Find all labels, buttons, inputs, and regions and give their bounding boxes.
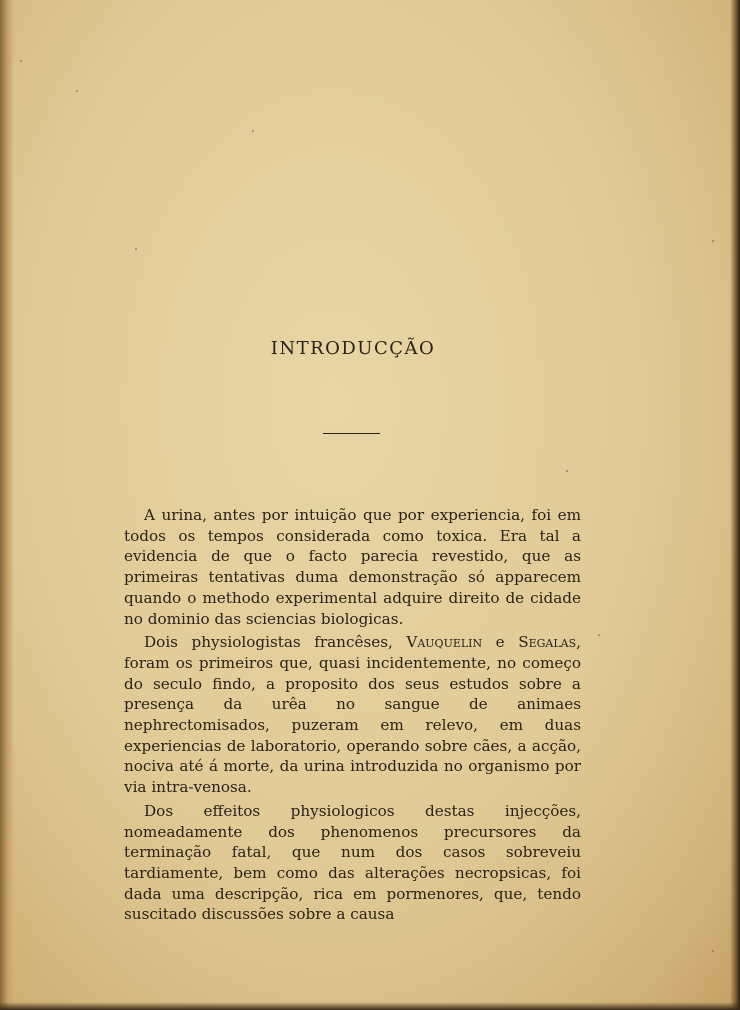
paper-speck bbox=[712, 950, 714, 952]
author-name: Vauquelin bbox=[406, 633, 483, 652]
paragraph-text: e bbox=[482, 633, 519, 652]
paragraph bbox=[124, 801, 581, 925]
paragraph-text: , foram os primeiros que, quasi incidentemente, no começo do seculo findo, a proposito dos seus estudos sobre a presença da urêa no sangue de animaes nephrectomisados, puzeram em relevo, em duas experiencias de laboratorio, operando sobre cães, a acção, nociva até á morte, da urina introduzida no organismo por via intra-venosa. bbox=[124, 633, 581, 797]
paper-speck bbox=[712, 240, 714, 242]
paper-speck bbox=[252, 130, 254, 132]
author-name: Segalas bbox=[518, 633, 577, 652]
page-left-edge bbox=[0, 0, 14, 1010]
paper-speck bbox=[20, 60, 22, 62]
body-text bbox=[124, 505, 581, 925]
paper-speck bbox=[566, 470, 568, 472]
page-bottom-edge bbox=[0, 1002, 740, 1010]
paragraph-text: Dois physiologistas francêses, bbox=[144, 633, 407, 652]
paragraph-text: A urina, antes por intuição que por experiencia, foi em todos os tempos considerada como toxica. Era tal a evidencia de que o facto parecia revestido, que as primeiras tentativas duma demonstração só apparecem quando o methodo experimental adquire direito de cidade no dominio das sciencias biologicas. bbox=[124, 506, 581, 628]
title-divider bbox=[323, 433, 380, 434]
paper-speck bbox=[135, 248, 137, 250]
paragraph bbox=[124, 505, 581, 629]
chapter-title: INTRODUCÇÃO bbox=[270, 338, 436, 359]
paper-speck bbox=[76, 90, 78, 92]
paragraph-text: Dos effeitos physiologicos destas injecções, nomeadamente dos phenomenos precursores da terminação fatal, que num dos casos sobreveiu tardiamente, bem como das alterações necropsicas, foi dada uma descripção, rica em pormenores, que, tendo suscitado discussões sobre a causa bbox=[124, 801, 581, 924]
paragraph bbox=[124, 632, 581, 798]
paper-speck bbox=[598, 634, 600, 636]
page-right-edge bbox=[730, 0, 740, 1010]
